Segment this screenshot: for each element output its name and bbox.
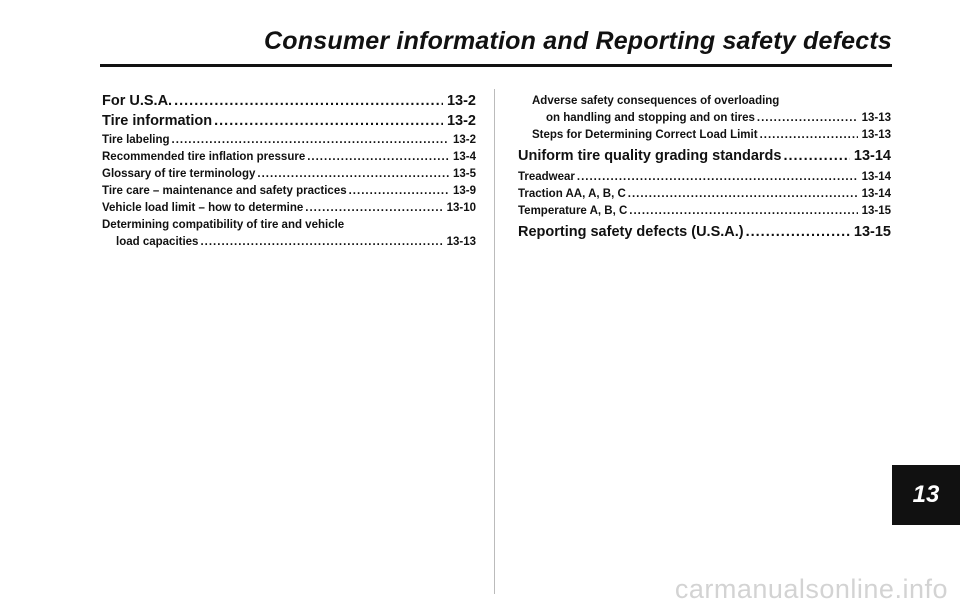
- section-tab-label: 13: [912, 481, 940, 508]
- header-rule: [100, 64, 892, 67]
- toc-entry-tire-labeling[interactable]: [102, 132, 476, 149]
- toc-entry-page: 13-15: [853, 224, 891, 240]
- toc-entry-page: 13-14: [861, 188, 891, 200]
- page-title: Consumer information and Reporting safety defects: [264, 27, 892, 55]
- toc-entry-title: Traction AA, A, B, C: [518, 188, 626, 200]
- leader-dots: [628, 186, 858, 203]
- section-tab[interactable]: [892, 465, 960, 525]
- toc-entry-page: 13-2: [452, 134, 476, 146]
- toc-entry-uniform-grading[interactable]: [518, 146, 891, 166]
- toc-entry-title: Steps for Determining Correct Load Limit: [532, 129, 758, 141]
- toc-entry-title-line1: Adverse safety consequences of overloading: [532, 95, 780, 107]
- leader-dots: [172, 132, 449, 149]
- toc-entry-title: Recommended tire inflation pressure: [102, 151, 306, 163]
- toc-entry-page: 13-10: [446, 202, 476, 214]
- toc-entry-title-line1: Determining compatibility of tire and vehicle: [102, 219, 345, 231]
- toc-entry-page: 13-13: [446, 236, 476, 248]
- toc-entry-title: Glossary of tire terminology: [102, 168, 256, 180]
- toc-entry-title: Treadwear: [518, 171, 575, 183]
- leader-dots: [305, 200, 442, 217]
- toc-entry-page: 13-13: [861, 112, 891, 124]
- toc-entry-tire-care[interactable]: [102, 183, 476, 200]
- toc-entry-page: 13-13: [861, 129, 891, 141]
- toc-entry-title-line2: on handling and stopping and on tires: [546, 112, 755, 124]
- toc-entry-title: Tire care – maintenance and safety practices: [102, 185, 347, 197]
- toc-entry-page: 13-14: [853, 148, 891, 164]
- leader-dots: [760, 127, 858, 144]
- toc-entry-title: Tire labeling: [102, 134, 170, 146]
- toc-entry-page: 13-2: [446, 93, 476, 109]
- watermark: carmanualsonline.info: [674, 574, 948, 604]
- leader-dots: [629, 203, 857, 220]
- toc-entry-page: 13-14: [861, 171, 891, 183]
- toc-entry-title-line2: load capacities: [116, 236, 199, 248]
- toc-entry-for-usa[interactable]: [102, 91, 476, 111]
- toc-entry-title: Reporting safety defects (U.S.A.): [518, 224, 744, 240]
- toc-entry-traction[interactable]: [518, 186, 891, 203]
- leader-dots: [200, 234, 442, 251]
- toc-entry-title: Tire information: [102, 113, 213, 129]
- toc-entry-title: Uniform tire quality grading standards: [518, 148, 782, 164]
- toc-entry-page: 13-9: [452, 185, 476, 197]
- toc-entry-steps-load-limit[interactable]: [518, 127, 891, 144]
- leader-dots: [349, 183, 449, 200]
- column-divider: [494, 89, 495, 594]
- leader-dots: [307, 149, 449, 166]
- toc-entry-page: 13-5: [452, 168, 476, 180]
- leader-dots: [174, 91, 443, 111]
- leader-dots: [214, 111, 443, 131]
- toc-right-column: [518, 91, 891, 242]
- leader-dots: [783, 146, 849, 166]
- toc-entry-reporting-defects[interactable]: [518, 222, 891, 242]
- leader-dots: [257, 166, 449, 183]
- toc-entry-title: For U.S.A.: [102, 93, 173, 109]
- leader-dots: [757, 110, 858, 127]
- leader-dots: [577, 169, 858, 186]
- toc-entry-tire-information[interactable]: [102, 111, 476, 131]
- toc-entry-page: 13-2: [446, 113, 476, 129]
- toc-entry-treadwear[interactable]: [518, 169, 891, 186]
- toc-entry-page: 13-15: [861, 205, 891, 217]
- toc-entry-adverse-consequences[interactable]: [518, 93, 891, 127]
- toc-entry-title: Temperature A, B, C: [518, 205, 628, 217]
- toc-entry-temperature[interactable]: [518, 203, 891, 220]
- toc-left-column: [102, 91, 476, 251]
- toc-entry-page: 13-4: [452, 151, 476, 163]
- toc-entry-determining-compatibility[interactable]: [102, 217, 476, 251]
- page-header: [0, 0, 960, 72]
- toc-entry-title: Vehicle load limit – how to determine: [102, 202, 304, 214]
- toc-entry-glossary[interactable]: [102, 166, 476, 183]
- toc-entry-recommended-pressure[interactable]: [102, 149, 476, 166]
- toc-entry-vehicle-load-limit[interactable]: [102, 200, 476, 217]
- leader-dots: [746, 222, 850, 242]
